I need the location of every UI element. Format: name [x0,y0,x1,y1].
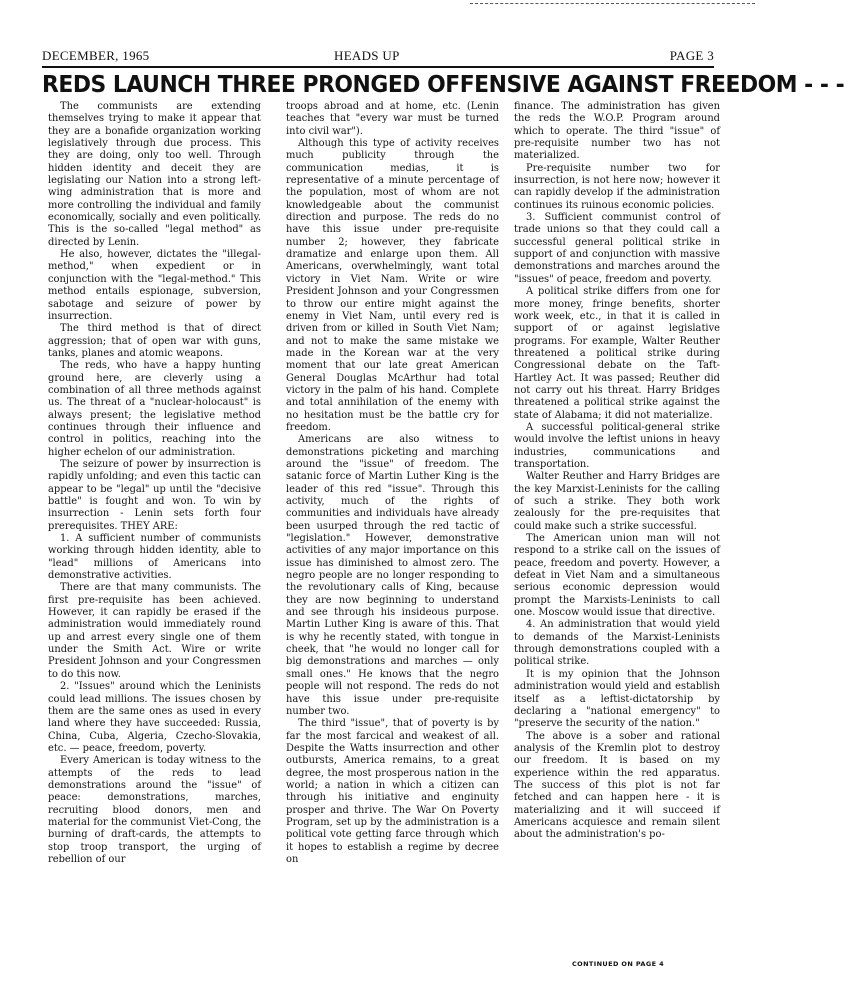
paragraph: He also, however, dictates the "illegal-method," when expedient or in conjunction with the "legal-method." This method entails espionage, subversion, sabotage and seizure of power by insurrection. [48,249,261,322]
paragraph: The seizure of power by insurrection is rapidly unfolding; and even this tactic can appear to be "legal" up until the "decisive battle" is fought and won. To win by insurrection - Lenin sets forth four prerequisites. THEY ARE: [48,458,261,532]
paragraph: The third method is that of direct aggression; that of open war with guns, tanks, planes and atomic weapons. [48,323,261,359]
paragraph: 4. An administration that would yield to demands of the Marxist-Leninists through demonstrations coupled with a political strike. [514,619,720,668]
header-publication: HEADS UP [334,48,400,63]
paragraph: There are that many communists. The first pre-requisite has been achieved. However, it can rapidly be erased if the administration would immediately round up and arrest every single one of them under the Smith Act. Wire or write President Johnson and your Congressmen to do this now. [48,582,261,680]
paragraph: Americans are also witness to demonstrations picketing and marching around the "issue" of freedom. The satanic force of Martin Luther King is the leader of this red "issue". Through this activity, much of the rights of communities and individuals have already been usurped through the red tactic of "legislation." However, demonstrative activities of any major importance on this issue has diminished to almost zero. The negro people are no longer responding to the revolutionary calls of King, because they are now beginning to understand and see through his insideous purpose. Martin Luther King is aware of this. That is why he recently stated, with tongue in cheek, that "he would no longer call for big demonstrations and marches — only small ones." He knows that the negro people will not respond. The reds do not have this issue under pre-requisite number two. [286,434,499,717]
paragraph: Walter Reuther and Harry Bridges are the key Marxist-Leninists for the calling of such a strike. They both work zealously for the pre-requisites that could make such a strike successful. [514,471,720,532]
paragraph: A successful political-general strike would involve the leftist unions in heavy industries, communications and transportation. [514,421,720,470]
header-page-number: PAGE 3 [669,48,714,63]
paragraph: The reds, who have a happy hunting ground here, are cleverly using a combination of all three methods against us. The threat of a "nuclear-holocaust" is always present; the legislative method continues through their influence and control in politics, reaching into the higher echelon of our administration. [48,360,261,458]
article-column-1 [48,101,261,866]
paragraph: troops abroad and at home, etc. (Lenin teaches that "every war must be turned into civil war"). [286,101,499,137]
header-rule [42,66,714,68]
paragraph: Although this type of activity receives much publicity through the communication medias, it is representative of a minute percentage of the population, most of whom are not knowledgeable about the communist direction and purpose. The reds do no have this issue under pre-requisite number 2; however, they fabricate dramatize and enlarge upon them. All Americans, overwhelmingly, want total victory in Viet Nam. Write or wire President Johnson and your Congressmen to throw our entire might against the enemy in Viet Nam, until every red is driven from or killed in South Viet Nam; and not to make the same mistake we made in the Korean war at the very moment that our late great American General Douglas McArthur had total victory in the palm of his hand. Complete and total annihilation of the enemy with no hesitation must be the battle cry for freedom. [286,138,499,433]
paragraph: finance. The administration has given the reds the W.O.P. Program around which to operate. The third "issue" of pre-requisite number two has not materialized. [514,101,720,162]
article-headline: REDS LAUNCH THREE PRONGED OFFENSIVE AGAINST FREEDOM - - - [42,70,844,98]
paragraph: Pre-requisite number two for insurrection, is not here now; however it can rapidly develop if the administration continues its ruinous economic policies. [514,162,720,211]
paragraph: The American union man will not respond to a strike call on the issues of peace, freedom and poverty. However, a defeat in Viet Nam and a simultaneous serious economic depression would prompt the Marxists-Leninists to call one. Moscow would issue that directive. [514,533,720,619]
paragraph: The above is a sober and rational analysis of the Kremlin plot to destroy our freedom. It is based on my experience within the red apparatus. The success of this plot is not far fetched and can happen here - it is materializing and it will succeed if Americans acquiesce and remain silent about the administration's po- [514,730,720,841]
paragraph: 1. A sufficient number of communists working through hidden identity, able to "lead" millions of Americans into demonstrative activities. [48,533,261,582]
paragraph: It is my opinion that the Johnson administration would yield and establish itself as a leftist-dictatorship by declaring a "national emergency" to "preserve the security of the nation." [514,668,720,730]
continued-note: CONTINUED ON PAGE 4 [572,960,664,968]
article-column-3 [514,101,720,842]
paragraph: The third "issue", that of poverty is by far the most farcical and weakest of all. Despite the Watts insurrection and other outbursts, America remains, to a great degree, the most prosperous nation in the world; a nation in which a citizen can through his initiative and enginuity prosper and thrive. The War On Poverty Program, set up by the administration is a political vote getting farce through which it hopes to establish a regime by decree on [286,718,499,865]
page-header [42,48,714,64]
paragraph: 3. Sufficient communist control of trade unions so that they could call a successful general political strike in support of and conjunction with massive demonstrations and marches around the "issues" of peace, freedom and poverty. [514,212,720,285]
article-column-2 [286,101,499,866]
header-date: DECEMBER, 1965 [42,48,150,63]
paragraph: The communists are extending themselves trying to make it appear that they are a bonafide organization working legislatively through due process. This they are doing, only too well. Through hidden identity and deceit they are legislating our Nation into a strong left-wing administration that is more and more controlling the individual and family economically, socially and even politically. This is the so-called "legal method" as directed by Lenin. [48,101,261,248]
paragraph: Every American is today witness to the attempts of the reds to lead demonstrations around the "issue" of peace: demonstrations, marches, recruiting blood donors, men and material for the communist Viet-Cong, the burning of draft-cards, the attempts to stop troop transport, the urging of rebellion of our [48,755,261,865]
paragraph: A political strike differs from one for more money, fringe benefits, shorter work week, etc., in that it is called in support of or against legislative programs. For example, Walter Reuther threatened a political strike during Congressional debate on the Taft-Hartley Act. It was passed; Reuther did not carry out his threat. Harry Bridges threatened a political strike against the state of Alabama; it did not materialize. [514,286,720,421]
top-dashed-rule [470,3,755,4]
paragraph: 2. "Issues" around which the Leninists could lead millions. The issues chosen by them are the same ones as used in every land where they have succeeded: Russia, China, Cuba, Algeria, Czecho-Slovakia, etc. — peace, freedom, poverty. [48,681,261,754]
